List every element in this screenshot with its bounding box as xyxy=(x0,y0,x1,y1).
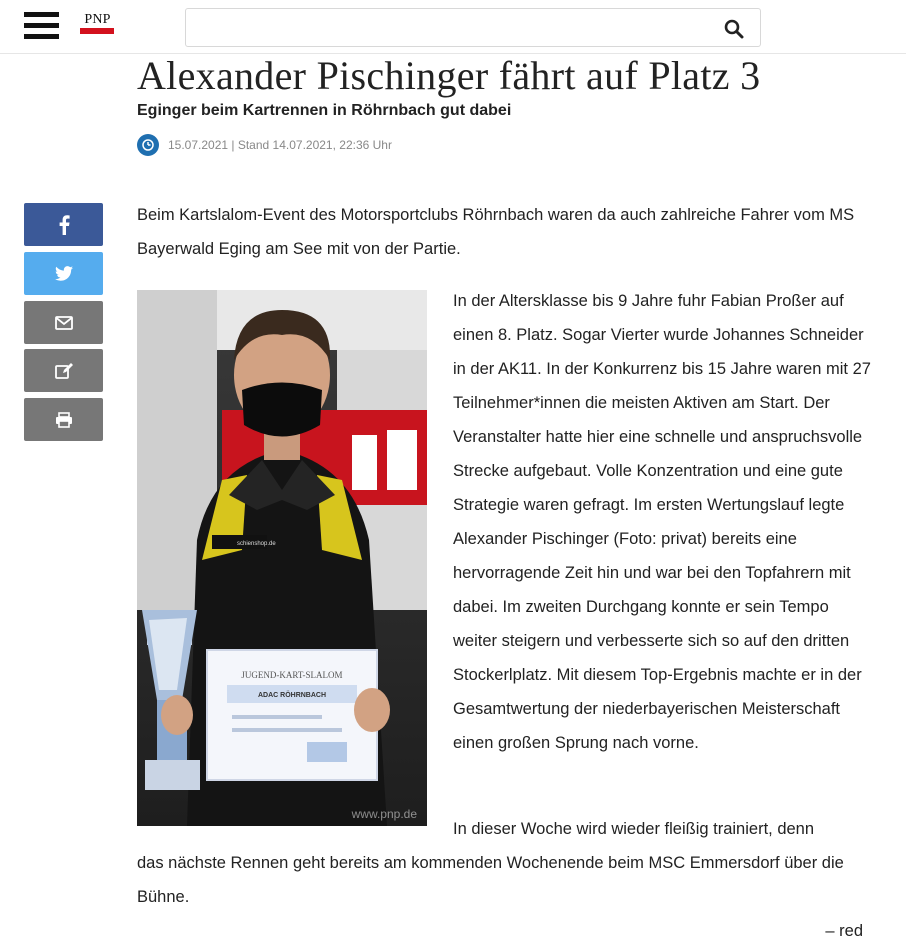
logo-text: PNP xyxy=(84,12,111,27)
clock-icon xyxy=(137,134,159,156)
article-intro: Beim Kartslalom-Event des Motorsportclubs Röhrnbach waren da auch zahlreiche Fahrer vom MS Bayerwald Eging am See mit von der Partie. xyxy=(137,206,855,258)
mail-share-button[interactable] xyxy=(24,301,103,344)
article-photo[interactable] xyxy=(137,290,427,826)
article-title: Alexander Pischinger fährt auf Platz 3 xyxy=(137,53,761,98)
mail-icon xyxy=(55,316,73,330)
article-closing-start: In dieser Woche wird wieder fleißig trainiert, denn xyxy=(453,820,815,838)
article-signoff: – red xyxy=(825,922,863,940)
photo-watermark: www.pnp.de xyxy=(351,807,417,821)
article-meta xyxy=(137,134,392,156)
top-bar xyxy=(0,0,906,54)
twitter-icon xyxy=(55,266,73,281)
certificate-heading: JUGEND-KART-SLALOM xyxy=(241,670,343,680)
facebook-share-button[interactable] xyxy=(24,203,103,246)
hamburger-menu-icon[interactable] xyxy=(24,12,59,42)
print-share-button[interactable] xyxy=(24,398,103,441)
print-icon xyxy=(55,412,73,428)
pnp-logo[interactable] xyxy=(80,13,115,43)
search-box xyxy=(185,8,761,47)
twitter-share-button[interactable] xyxy=(24,252,103,295)
article-date: 15.07.2021 | Stand 14.07.2021, 22:36 Uhr xyxy=(168,138,392,152)
article-closing-rest: das nächste Rennen geht bereits am kommenden Wochenende beim MSC Emmersdorf über die Bühne. xyxy=(137,854,844,906)
article-subtitle: Eginger beim Kartrennen in Röhrnbach gut dabei xyxy=(137,102,512,119)
article-paragraph: In der Altersklasse bis 9 Jahre fuhr Fabian Proßer auf einen 8. Platz. Sogar Vierter wurde Johannes Schneider in der AK11. In der Konkurrenz bis 15 Jahre waren mit 27 Teilnehmer*innen die meisten Aktiven am Start. Der Veranstalter hatte hier eine schnelle und anspruchsvolle Strecke aufgebaut. Volle Konzentration und eine gute Strategie waren gefragt. Im ersten Wertungslauf legte Alexander Pischinger (Foto: privat) bereits eine hervorragende Zeit hin und war bei den Topfahrern mit dabei. Im zweiten Durchgang konnte er sein Tempo weiter steigern und verbesserte sich so auf den dritten Stockerlplatz. Mit diesem Top-Ergebnis machte er in der Gesamtwertung der niederbayerischen Meisterschaft einen großen Sprung nach vorne. xyxy=(453,292,871,752)
shirt-text: schienshop.de xyxy=(237,541,276,547)
certificate-club: ADAC RÖHRNBACH xyxy=(257,692,327,699)
facebook-icon xyxy=(58,215,70,235)
edit-share-button[interactable] xyxy=(24,349,103,392)
edit-icon xyxy=(55,363,73,379)
search-input[interactable] xyxy=(186,9,706,46)
kart-driver-photo xyxy=(137,290,427,826)
search-icon[interactable] xyxy=(724,19,744,39)
